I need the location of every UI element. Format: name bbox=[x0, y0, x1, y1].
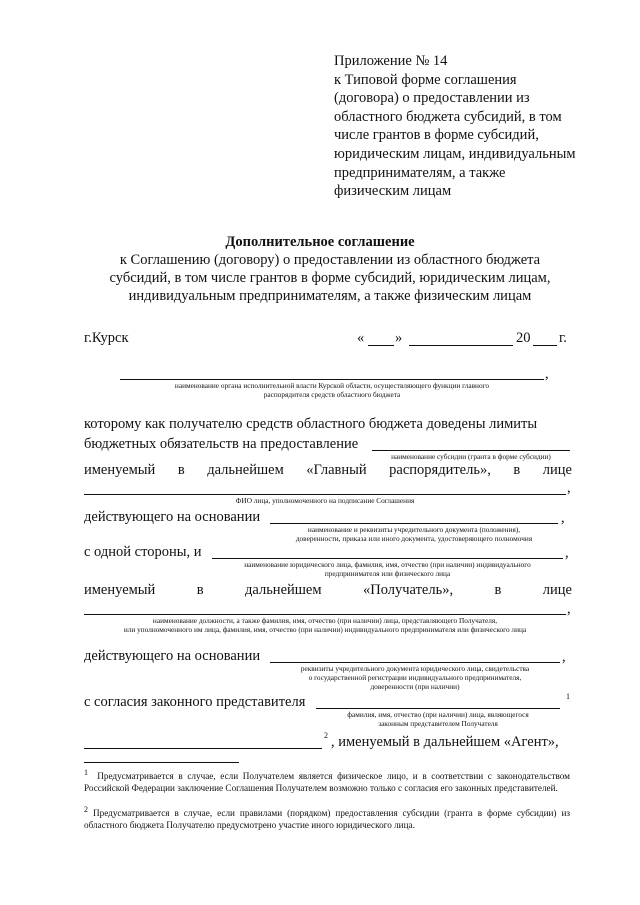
footnote-mark: 2 bbox=[84, 805, 88, 814]
consent-text: с согласия законного представителя bbox=[84, 694, 306, 710]
subtitle-line: субсидий, в том числе грантов в форме субсидий, юридическим лицам, bbox=[109, 270, 551, 286]
caption-line: реквизиты учредительного документа юридического лица, свидетельства bbox=[300, 664, 530, 673]
founding-doc-field[interactable] bbox=[270, 523, 558, 524]
caption-line: наименование органа исполнительной власти Курской области, осуществляющего функции главного bbox=[174, 381, 490, 390]
comma: , bbox=[562, 649, 566, 665]
representative-field[interactable] bbox=[84, 614, 566, 615]
recipient-field[interactable] bbox=[212, 558, 563, 559]
word: лице bbox=[542, 582, 572, 598]
caption-line: законным представителем Получателя bbox=[378, 719, 498, 728]
date-year-suffix: г. bbox=[559, 330, 567, 346]
caption-line: фамилия, имя, отчество (при наличии) лица, являющегося bbox=[347, 710, 529, 719]
acting-basis-text: действующего на основании bbox=[84, 509, 261, 525]
acting-basis-text-2: действующего на основании bbox=[84, 648, 261, 664]
footnote-text: Предусматривается в случае, если правилами (порядком) предоставления субсидии (гранта в форме субсидии) из областного бюджета Получателю предусмотрено участие иного юридического лица. bbox=[84, 808, 570, 831]
appendix-header bbox=[334, 52, 614, 201]
comma: , bbox=[545, 366, 549, 382]
word: именуемый bbox=[84, 462, 156, 478]
subtitle-line: к Соглашению (договору) о предоставлении из областного бюджета bbox=[119, 252, 541, 268]
agent-text: , именуемый в дальнейшем «Агент», bbox=[331, 734, 559, 750]
agent-field[interactable] bbox=[84, 748, 322, 749]
appendix-line: юридическим лицам, индивидуальным bbox=[334, 145, 576, 162]
place: г.Курск bbox=[84, 330, 129, 346]
date-day-field[interactable] bbox=[368, 345, 394, 346]
one-side-text: с одной стороны, и bbox=[84, 544, 202, 560]
word: в bbox=[196, 582, 204, 598]
signatory-field[interactable] bbox=[84, 494, 566, 495]
limits-text-1: которому как получателю средств областного бюджета доведены лимиты bbox=[84, 416, 538, 432]
comma: , bbox=[567, 601, 571, 617]
footnote-1 bbox=[84, 767, 570, 794]
comma: , bbox=[565, 545, 569, 561]
footnote-text: Предусматривается в случае, если Получателем является физическое лицо, и в соответствии с законодательством Российской Федерации заключение Соглашения Получателем возможно только с согласия его законных представителей. bbox=[84, 771, 570, 794]
word: лице bbox=[542, 462, 572, 478]
word: именуемый bbox=[84, 582, 156, 598]
named-main-row bbox=[84, 462, 572, 479]
appendix-line: физическим лицам bbox=[334, 183, 452, 200]
footnote-mark: 1 bbox=[84, 768, 88, 777]
caption-line: доверенности, приказа или иного документа, удостоверяющего полномочия bbox=[295, 534, 533, 543]
caption-line: доверенности (при наличии) bbox=[370, 682, 460, 691]
word: дальнейшем bbox=[207, 462, 284, 478]
date-close-quote: » bbox=[395, 330, 403, 346]
caption-line: предпринимателя или физического лица bbox=[324, 569, 451, 578]
date-year-field[interactable] bbox=[533, 345, 557, 346]
subtitle-line: индивидуальным предпринимателям, а также физическим лицам bbox=[128, 288, 532, 304]
word: «Главный bbox=[306, 462, 367, 478]
recipient-caption bbox=[212, 560, 563, 578]
caption-line: наименование и реквизиты учредительного документа (положения), bbox=[307, 525, 521, 534]
subsidy-field[interactable] bbox=[372, 450, 570, 451]
authority-field[interactable] bbox=[120, 379, 544, 380]
caption-line: о государственной регистрации индивидуального предпринимателя, bbox=[308, 673, 522, 682]
caption-line: распорядителя средств областного бюджета bbox=[263, 390, 401, 399]
date-year-prefix: 20 bbox=[516, 330, 531, 346]
footnote-ref-1: 1 bbox=[566, 692, 570, 701]
authority-caption bbox=[120, 381, 544, 399]
footnote-separator bbox=[84, 762, 239, 763]
date-month-field[interactable] bbox=[409, 345, 513, 346]
limits-text-2: бюджетных обязательств на предоставление bbox=[84, 436, 359, 452]
appendix-line: (договора) о предоставлении из bbox=[334, 90, 530, 107]
caption-line: наименование должности, а также фамилия, имя, отчество (при наличии) лица, представляющего Получателя, bbox=[152, 616, 498, 625]
document-title: Дополнительное соглашение bbox=[225, 234, 415, 250]
appendix-line: числе грантов в форме субсидий, bbox=[334, 127, 539, 144]
subsidy-caption: наименование субсидии (гранта в форме субсидии) bbox=[391, 452, 551, 461]
requisites-field[interactable] bbox=[270, 662, 560, 663]
caption-line: или уполномоченного им лица, фамилия, имя, отчество (при наличии) индивидуального предпринимателя или физического лица bbox=[123, 625, 527, 634]
appendix-line: областного бюджета субсидий, в том bbox=[334, 108, 562, 125]
appendix-line: Приложение № 14 bbox=[334, 53, 448, 69]
word: в bbox=[177, 462, 185, 478]
comma: , bbox=[561, 510, 565, 526]
requisites-caption bbox=[270, 664, 560, 691]
document-subtitle bbox=[60, 251, 600, 305]
word: распорядитель», bbox=[389, 462, 491, 478]
appendix-line: к Типовой форме соглашения bbox=[334, 71, 517, 88]
footnote-2 bbox=[84, 804, 570, 831]
footnote-ref-2: 2 bbox=[324, 731, 328, 740]
named-recipient-row bbox=[84, 582, 572, 599]
word: в bbox=[513, 462, 521, 478]
word: дальнейшем bbox=[245, 582, 322, 598]
date-open-quote: « bbox=[357, 330, 365, 346]
legal-rep-field[interactable] bbox=[316, 708, 560, 709]
legal-rep-caption bbox=[316, 710, 560, 728]
comma: , bbox=[567, 480, 571, 496]
position-caption bbox=[84, 616, 566, 634]
caption-line: наименование юридического лица, фамилия, имя, отчество (при наличии) индивидуального bbox=[244, 560, 531, 569]
word: в bbox=[494, 582, 502, 598]
fio-caption: ФИО лица, уполномоченного на подписание Соглашения bbox=[235, 496, 415, 505]
appendix-line: предпринимателям, а также bbox=[334, 164, 506, 181]
founding-caption bbox=[270, 525, 558, 543]
word: «Получатель», bbox=[362, 582, 454, 598]
